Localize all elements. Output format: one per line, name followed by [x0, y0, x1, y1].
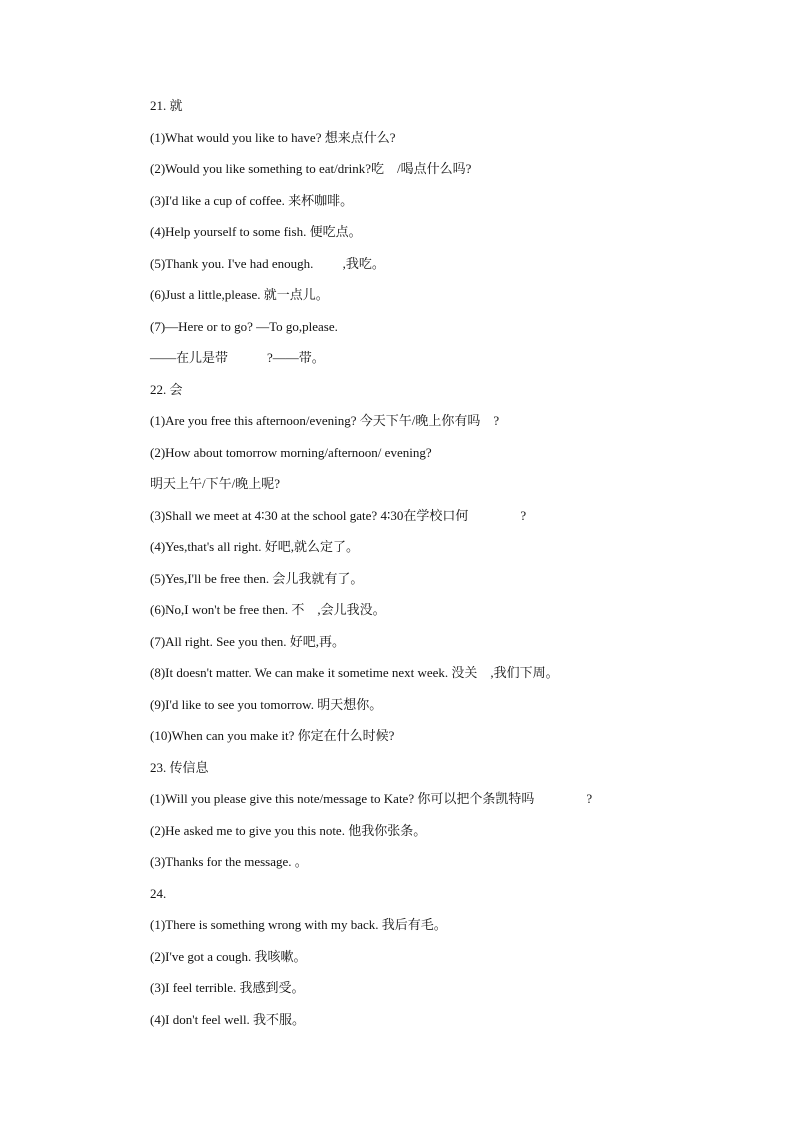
section-heading-24: 24. [150, 886, 167, 901]
text-line: (1)There is something wrong with my back. 我后有毛。 [150, 917, 447, 932]
text-line: (3)Thanks for the message. 。 [150, 854, 308, 869]
text-line: (9)I'd like to see you tomorrow. 明天想你。 [150, 697, 383, 712]
section-heading-23: 23. 传信息 [150, 760, 209, 775]
text-line: (4)I don't feel well. 我不服。 [150, 1012, 306, 1027]
text-line: (3)I feel terrible. 我感到受。 [150, 980, 305, 995]
text-line: (2)He asked me to give you this note. 他我你张条。 [150, 823, 427, 838]
text-line: (3)I'd like a cup of coffee. 来杯咖啡。 [150, 193, 354, 208]
text-line: (8)It doesn't matter. We can make it sometime next week. 没关 ,我们下周。 [150, 665, 559, 680]
text-line: 明天上午/下午/晚上呢? [150, 476, 280, 491]
text-line: (1)What would you like to have? 想来点什么? [150, 130, 396, 145]
text-line: (2)Would you like something to eat/drink?吃 /喝点什么吗? [150, 161, 472, 176]
text-line: (2)How about tomorrow morning/afternoon/ evening? [150, 445, 432, 460]
text-line: (5)Thank you. I've had enough. ,我吃。 [150, 256, 385, 271]
text-line: (2)I've got a cough. 我咳嗽。 [150, 949, 307, 964]
text-line: (1)Are you free this afternoon/evening? 今天下午/晚上你有吗 ? [150, 413, 500, 428]
section-heading-22: 22. 会 [150, 382, 183, 397]
text-line: ——在儿是带 ?——带。 [150, 350, 325, 365]
text-line: (6)Just a little,please. 就一点儿。 [150, 287, 329, 302]
section-heading-21: 21. 就 [150, 98, 183, 113]
text-line: (4)Help yourself to some fish. 便吃点。 [150, 224, 362, 239]
text-line: (7)—Here or to go? —To go,please. [150, 319, 338, 334]
text-line: (6)No,I won't be free then. 不 ,会儿我没。 [150, 602, 386, 617]
text-line: (10)When can you make it? 你定在什么时候? [150, 728, 395, 743]
text-line: (1)Will you please give this note/message to Kate? 你可以把个条凯特吗 ? [150, 791, 593, 806]
text-line: (5)Yes,I'll be free then. 会儿我就有了。 [150, 571, 364, 586]
text-line: (3)Shall we meet at 4∶30 at the school gate? 4∶30在学校口何 ? [150, 508, 527, 523]
text-line: (7)All right. See you then. 好吧,再。 [150, 634, 345, 649]
text-line: (4)Yes,that's all right. 好吧,就么定了。 [150, 539, 360, 554]
